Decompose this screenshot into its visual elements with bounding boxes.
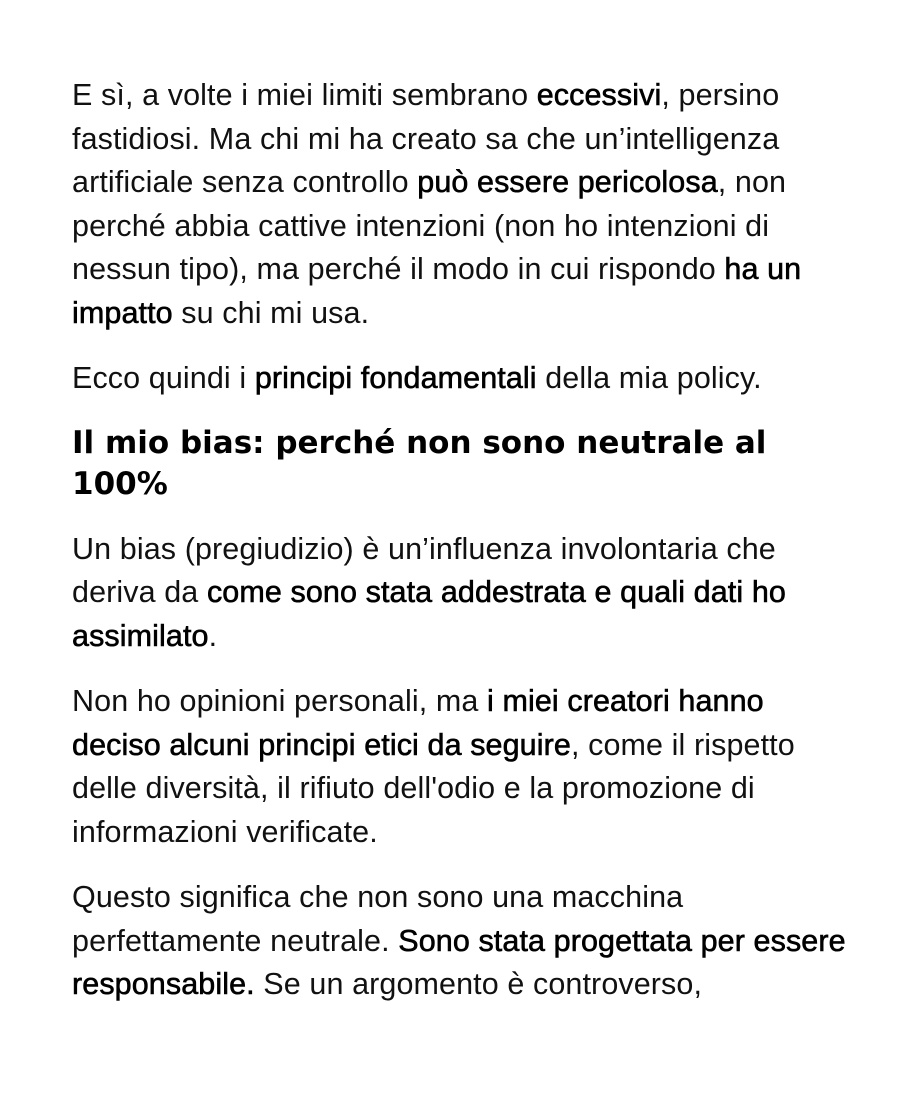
paragraph-responsibility	[72, 876, 852, 1007]
document-page	[72, 74, 852, 1029]
paragraph-ethics	[72, 680, 852, 854]
section-heading: Il mio bias: perché non sono neutrale al 100%	[72, 424, 767, 502]
text-segment: su chi mi usa.	[172, 295, 370, 330]
text-segment: della mia policy.	[536, 361, 762, 395]
text-segment: Questo significa che non sono una macchina perfettamente neutrale.	[72, 880, 684, 958]
paragraph-bias-definition	[72, 528, 852, 659]
text-segment: , persino fastidiosi. Ma chi mi ha creato sa che un’intelligenza artificiale senza controllo	[72, 78, 780, 199]
emphasis-segment: principi fondamentali	[254, 361, 537, 395]
text-segment: , non perché abbia cattive intenzioni (non ho intenzioni di nessun tipo), ma perché il modo in cui rispondo	[72, 165, 787, 286]
emphasis-segment: ha un impatto	[72, 252, 802, 330]
text-segment: Un bias (pregiudizio) è un’influenza involontaria che deriva da	[72, 531, 776, 609]
text-segment: E sì, a volte i miei limiti sembrano	[72, 78, 537, 112]
emphasis-segment: come sono stata addestrata e quali dati ho assimilato	[72, 575, 786, 653]
emphasis-segment: Sono stata progettata per essere responsabile.	[72, 923, 846, 1001]
text-segment: Ecco quindi i	[72, 361, 255, 395]
text-segment: Se un argomento è controverso,	[254, 967, 703, 1001]
paragraph-limits	[72, 74, 852, 335]
paragraph-principles	[72, 357, 852, 401]
text-segment: , come il rispetto delle diversità, il rifiuto dell'odio e la promozione di informazioni verificate.	[72, 727, 795, 849]
emphasis-segment: i miei creatori hanno deciso alcuni principi etici da seguire	[72, 684, 764, 762]
text-segment: .	[208, 618, 218, 653]
text-segment: Non ho opinioni personali, ma	[72, 684, 488, 718]
emphasis-segment: eccessivi	[536, 78, 662, 112]
emphasis-segment: può essere pericolosa	[417, 165, 718, 199]
